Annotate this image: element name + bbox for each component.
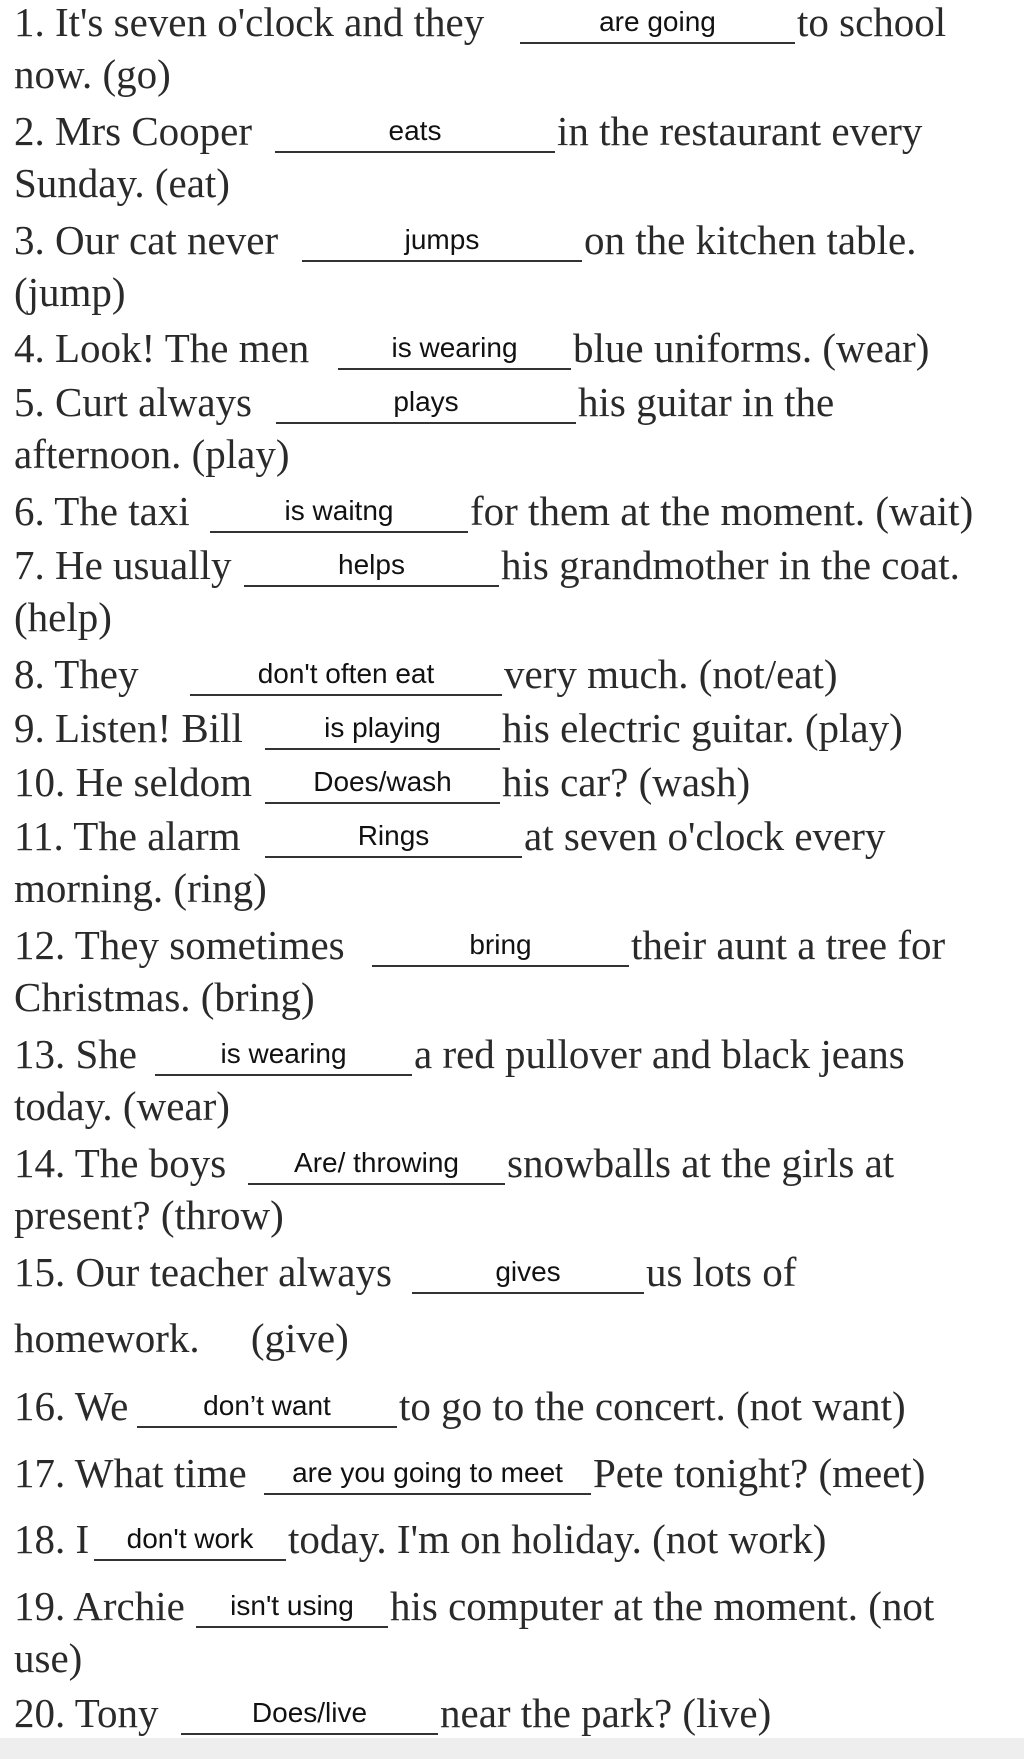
question-3-line	[14, 216, 278, 264]
question-text: 7. He usually	[14, 542, 232, 588]
question-19-line	[14, 1582, 185, 1630]
question-text: to school	[797, 0, 947, 45]
question-8-line	[14, 650, 139, 698]
question-text: blue uniforms. (wear)	[573, 325, 930, 371]
question-text: very much. (not/eat)	[504, 651, 838, 697]
answer-blank[interactable]: don't work	[94, 1517, 286, 1561]
answer-blank[interactable]: don’t want	[137, 1384, 397, 1428]
question-continuation: homework. (give)	[14, 1315, 349, 1361]
question-continuation: (help)	[14, 594, 112, 640]
question-15-line	[14, 1248, 392, 1296]
question-text: 18. I	[14, 1516, 90, 1562]
question-text: his electric guitar. (play)	[502, 705, 903, 751]
question-text: his guitar in the	[578, 379, 835, 425]
question-text: us lots of	[646, 1249, 797, 1295]
question-text: 11. The alarm	[14, 813, 241, 859]
question-text: for them at the moment. (wait)	[470, 488, 974, 534]
answer-blank[interactable]: bring	[372, 923, 629, 967]
answer-blank[interactable]: is waitng	[210, 489, 468, 533]
question-text: his computer at the moment. (not	[390, 1583, 935, 1629]
question-text: 19. Archie	[14, 1583, 185, 1629]
question-text: Pete tonight? (meet)	[593, 1450, 926, 1496]
answer-blank[interactable]: are you going to meet	[264, 1451, 591, 1495]
answer-blank[interactable]: helps	[244, 543, 499, 587]
question-continuation: morning. (ring)	[14, 865, 267, 911]
question-text: 2. Mrs Cooper	[14, 108, 253, 154]
question-20-line	[14, 1689, 158, 1737]
question-11-line	[14, 812, 241, 860]
answer-blank[interactable]: is wearing	[155, 1032, 412, 1076]
answer-blank[interactable]: don't often eat	[190, 652, 502, 696]
question-9-line	[14, 704, 243, 752]
question-text: 3. Our cat never	[14, 217, 279, 263]
question-text: near the park? (live)	[440, 1690, 772, 1736]
question-text: 1. It's seven o'clock and they	[14, 0, 485, 45]
question-text: 15. Our teacher always	[14, 1249, 392, 1295]
question-text: 9. Listen! Bill	[14, 705, 243, 751]
question-text: 20. Tony	[14, 1690, 159, 1736]
question-10-line	[14, 758, 252, 806]
question-text: 16. We	[14, 1383, 129, 1429]
question-text: on the kitchen table.	[584, 217, 917, 263]
answer-blank[interactable]: is playing	[265, 706, 500, 750]
answer-blank[interactable]: Does/wash	[265, 760, 500, 804]
bottom-bar	[0, 1738, 1024, 1759]
question-1-line	[14, 0, 484, 46]
question-4-line	[14, 324, 309, 372]
question-16-line	[14, 1382, 128, 1430]
question-text: 14. The boys	[14, 1140, 227, 1186]
question-14-line	[14, 1139, 226, 1187]
question-7-line	[14, 541, 232, 589]
question-text: 5. Curt always	[14, 379, 252, 425]
question-text: their aunt a tree for	[631, 922, 946, 968]
answer-blank[interactable]: are going	[520, 0, 795, 44]
question-continuation: Christmas. (bring)	[14, 974, 315, 1020]
question-18-line	[14, 1515, 89, 1563]
question-text: his car? (wash)	[502, 759, 751, 805]
question-text: his grandmother in the coat.	[501, 542, 960, 588]
answer-blank[interactable]: isn't using	[196, 1584, 388, 1628]
question-text: to go to the concert. (not want)	[399, 1383, 906, 1429]
question-text: snowballs at the girls at	[507, 1140, 895, 1186]
question-text: 8. They	[14, 651, 139, 697]
question-13-line	[14, 1030, 137, 1078]
question-5-line	[14, 378, 252, 426]
answer-blank[interactable]: gives	[412, 1250, 644, 1294]
question-text: 17. What time	[14, 1450, 247, 1496]
question-continuation: use)	[14, 1635, 83, 1681]
question-text: 12. They sometimes	[14, 922, 345, 968]
question-2-line	[14, 107, 252, 155]
answer-blank[interactable]: Does/live	[181, 1691, 438, 1735]
question-text: 13. She	[14, 1031, 137, 1077]
answer-blank[interactable]: Rings	[265, 814, 522, 858]
question-continuation: (jump)	[14, 269, 126, 315]
question-text: 4. Look! The men	[14, 325, 310, 371]
question-text: 6. The taxi	[14, 488, 190, 534]
question-17-line	[14, 1449, 247, 1497]
question-6-line	[14, 487, 190, 535]
question-text: today. I'm on holiday. (not work)	[288, 1516, 827, 1562]
answer-blank[interactable]: eats	[275, 109, 555, 153]
question-text: 10. He seldom	[14, 759, 252, 805]
answer-blank[interactable]: plays	[276, 380, 576, 424]
answer-blank[interactable]: jumps	[302, 218, 582, 262]
question-12-line	[14, 921, 345, 969]
question-continuation: now. (go)	[14, 51, 171, 97]
question-text: at seven o'clock every	[524, 813, 886, 859]
answer-blank[interactable]: is wearing	[338, 326, 571, 370]
question-continuation: present? (throw)	[14, 1192, 284, 1238]
question-continuation: Sunday. (eat)	[14, 160, 230, 206]
question-text: in the restaurant every	[557, 108, 923, 154]
question-text: a red pullover and black jeans	[414, 1031, 905, 1077]
question-continuation: today. (wear)	[14, 1083, 230, 1129]
answer-blank[interactable]: Are/ throwing	[248, 1141, 505, 1185]
question-continuation: afternoon. (play)	[14, 431, 290, 477]
